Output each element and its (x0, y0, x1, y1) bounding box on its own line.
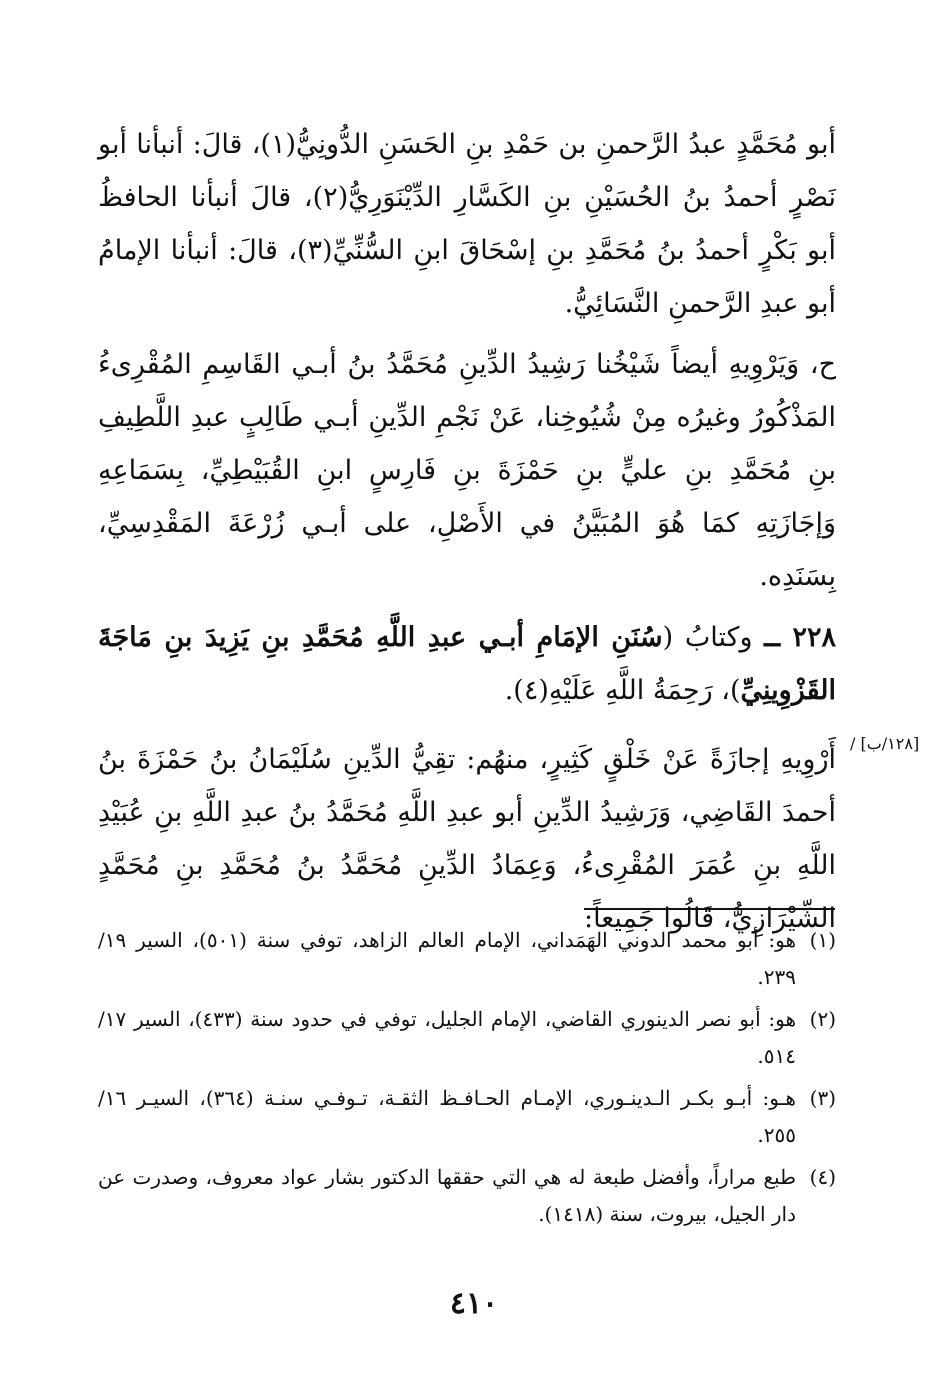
footnote-1 (98, 922, 836, 996)
footnote-number: (١) (809, 928, 836, 952)
footnote-2 (98, 1001, 836, 1075)
footnote-text: هـو: أبـو بكـر الـدينـوري، الإمـام الحـافـظ الثقـة، تـوفـي سنـة (٣٦٤)، السيـر ١٦/ ٢٥٥. (98, 1086, 796, 1147)
footnotes (98, 922, 836, 1238)
page-number: ٤١٠ (449, 1286, 499, 1321)
footnote-text: هو: أبو محمد الدوني الهَمَداني، الإمام العالم الزاهد، توفي سنة (٥٠١)، السير ١٩/ ٢٣٩. (98, 928, 796, 989)
footnote-text: طبع مراراً، وأفضل طبعة له هي التي حققها الدكتور بشار عواد معروف، وصدرت عن دار الجيل، بيروت، سنة (١٤١٨). (98, 1165, 796, 1226)
margin-folio-note: [١٢٨/ب] / (850, 734, 920, 753)
footnote-number: (٣) (809, 1086, 836, 1110)
footnote-3 (98, 1080, 836, 1154)
paragraph-1: أبو مُحَمَّدٍ عبدُ الرَّحمنِ بن حَمْدِ بنِ الحَسَنِ الدُّونِيُّ(١)، قالَ: أنبأنا أبو نَصْرٍ أحمدُ بنُ الحُسَيْنِ بنِ الكَسَّارِ الدِّيْنَوَرِيُّ(٢)، قالَ أنبأنا الحافظُ أبو بَكْرٍ أحمدُ بنُ مُحَمَّدِ بنِ إسْحَاقَ ابنِ السُّنِّيِّ(٣)، قالَ: أنبأنا الإمامُ أبو عبدِ الرَّحمنِ النَّسَائِيُّ. (98, 129, 837, 319)
footnote-4 (98, 1159, 836, 1233)
entry-prefix: وكتابُ ( (662, 622, 753, 653)
entry-title: سُنَنِ الإمَامِ أبـي عبدِ اللَّهِ مُحَمَّدِ بنِ يَزِيدَ بنِ مَاجَةَ القَزْوِينِيِّ (98, 622, 836, 706)
paragraph-2: ح، وَيَرْوِيهِ أيضاً شَيْخُنا رَشِيدُ الدِّينِ مُحَمَّدُ بنُ أبـي القَاسِمِ المُقْرِىءُ المَذْكُورُ وغيرُه مِنْ شُيُوخِنا، عَنْ نَجْمِ الدِّينِ أبـي طَالِبٍ عبدِ اللَّطِيفِ بنِ مُحَمَّدِ بنِ عليٍّ بنِ حَمْزَةَ بنِ فَارِسٍ ابنِ القُبَيْطِيِّ، بِسَمَاعِهِ وَإجَازَتِهِ كمَا هُوَ المُبَيَّنُ في الأَصْلِ، على أبـي زُرْعَةَ المَقْدِسِيِّ، بِسَنَدِه. (98, 349, 836, 592)
footnote-number: (٢) (809, 1007, 836, 1031)
paragraph-4: أَرْوِيهِ إجازَةً عَنْ خَلْقٍ كَثِيرٍ، منهُم: تقِيُّ الدِّينِ سُلَيْمَانُ بنُ حَمْزَةَ بنُ أحمدَ القَاضِي، وَرَشِيدُ الدِّينِ أبو عبدِ اللَّهِ مُحَمَّدُ بنُ عبدِ اللَّهِ بنِ عُبَيْدِ اللَّهِ بنِ عُمَرَ المُقْرِىءُ، وَعِمَادُ الدِّينِ مُحَمَّدُ بنُ مُحَمَّدِ بنِ مُحَمَّدٍ الشِّيْرَازِيُّ، قَالُوا جَمِيعاً: (98, 744, 836, 934)
entry-number: ٢٢٨ ــ (764, 622, 836, 653)
entry-suffix: )، رَحِمَةُ اللَّهِ عَلَيْهِ(٤). (504, 675, 741, 706)
footnote-separator (584, 908, 835, 910)
entry-228 (98, 611, 836, 717)
footnote-text: هو: أبو نصر الدينوري القاضي، الإمام الجليل، توفي في حدود سنة (٤٣٣)، السير ١٧/ ٥١٤. (98, 1007, 796, 1068)
main-text (98, 118, 836, 945)
footnote-number: (٤) (809, 1165, 836, 1189)
